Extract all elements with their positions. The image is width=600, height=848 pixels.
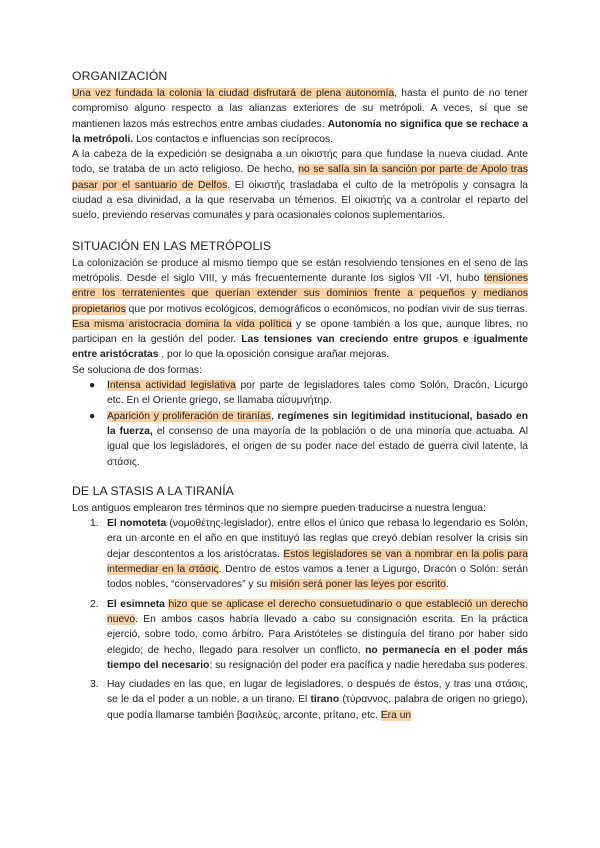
text: ; su resignación del poder era pacífica y nadie heredaba sus poderes. [209, 659, 528, 671]
text: A la cabeza de la expedición se designaba a un οἰκιστής para que fundase la nueva ciudad. Ante todo, se trataba de un acto religioso. De hecho, [72, 149, 528, 176]
document-page [72, 68, 528, 727]
highlight: Esa misma aristocracia domina la vida política [72, 318, 292, 330]
bold-text: tirano [310, 694, 340, 706]
numbered-list [72, 516, 528, 723]
text: La colonización se produce al mismo tiempo que se están resolviendo tensiones en el seno de las metrópolis. Desde el siglo VIII, y más frecuentemente durante los siglos VII -VI, hubo [72, 257, 528, 284]
paragraph-soluciona: Se soluciona de dos formas: [72, 364, 202, 376]
text: , hasta el punto de no tener compromiso alguno respecto a las alianzas exteriores de su metrópoli. A veces, sí que se mantienen lazos más estrechos entre ambas ciudades. [72, 88, 528, 130]
text: . Dentro de estos vamos a tener a Ligurgo, Dracón o Solón: serán todos nobles, “conservadores” y su [107, 564, 529, 591]
bold-text: no permanecía en el poder más tiempo del necesario [107, 644, 529, 671]
list-item [89, 378, 528, 409]
paragraph-aristocracia [72, 317, 528, 363]
highlight: tensiones entre los terratenientes que querían extender sus dominios frente a pequeños y medianos propietarios [72, 272, 528, 315]
highlight: misión será poner las leyes por escrito [270, 579, 446, 591]
text: , [270, 410, 278, 422]
highlight: hizo que se aplicase el derecho consuetudinario o que estableció un derecho nuevo [107, 598, 528, 625]
text: . El οἰκιστής trasladaba el culto de la metrópolis y consagra la ciudad a esa divinidad, a la que reservaba un témenos. El οἰκιστής va a controlar el reparto del suelo, previendo reservas comunales y para ocasionales colonos suplementarios. [72, 179, 528, 222]
text: y se opone también a los que, aunque libres, no participan en la gestión del poder. [72, 318, 529, 346]
bold-text: El esimneta [107, 598, 165, 610]
text: (νομοθέτης-legislador), entre ellos el único que rebasa lo legendario es Solón, era un arconte en el año en que instituyó las reglas que creyó debían resolver la crisis sin dejar descontentos a los aristócratas. [107, 518, 528, 560]
bold-text: Las tensiones van creciendo entre grupos e igualmente entre aristócratas [72, 334, 529, 361]
text: , por lo que la oposición consigue arañar mejoras. [158, 349, 390, 361]
section-title-organizacion: ORGANIZACIÓN [72, 69, 168, 83]
text: Los contactos e influencias son recíprocos. [133, 133, 333, 145]
section-title-stasis: DE LA STASIS A LA TIRANÍA [72, 483, 234, 498]
list-item [89, 409, 528, 470]
text: el consenso de una mayoría de la población o de una minoría que actuaba. Al igual que los legisladores, el origen de su poder nace del estado de guerra civil latente, la στάσις. [107, 425, 528, 468]
paragraph-colonizacion [72, 256, 528, 317]
highlight: Intensa actividad legislativa [107, 380, 236, 392]
highlight: no se salía sin la sanción por parte de Apolo tras pasar por el santuario de Delfos [72, 164, 528, 191]
list-item-tirano [90, 677, 528, 723]
list-number: 1. [90, 518, 99, 530]
paragraph-oikistes [72, 147, 528, 223]
bullet-list [72, 378, 528, 470]
bullet-icon: ● [89, 410, 96, 422]
list-number: 3. [90, 679, 99, 691]
text: (τύραννος, palabra de origen no griego), que podía llamarse también βασιλεύς, arconte, prítano, etc. [107, 694, 528, 721]
bold-text: El nomoteta [107, 518, 167, 530]
bold-text: Autonomía no significa que se rechace a la metrópoli. [72, 118, 528, 145]
highlight: Una vez fundada la colonia la ciudad disfrutará de plena autonomía [72, 88, 395, 99]
paragraph-autonomia [72, 86, 528, 147]
section-title-situacion: SITUACIÓN EN LAS METRÓPOLIS [72, 238, 272, 253]
text: Hay ciudades en las que, en lugar de legisladores, o después de éstos, y tras una στάσις, se le da el poder a un noble, a un tirano. El [107, 679, 528, 706]
highlight: Era un [380, 709, 412, 721]
text: . [445, 579, 449, 591]
list-item-esimneta [90, 597, 529, 673]
text: que por motivos ecológicos, demográficos o económicos, no podían vivir de sus tierras. [125, 303, 528, 315]
bold-text: regímenes sin legitimidad institucional, basado en la fuerza, [107, 410, 528, 437]
paragraph-terminos: Los antiguos emplearon tres términos que no siempre pueden traducirse a nuestra lengua: [72, 502, 486, 514]
list-item-nomoteta [90, 516, 529, 592]
highlight: Estos legisladores se van a nombrar en la polis para intermediar en la στάσις [107, 548, 528, 576]
bullet-icon: ● [89, 380, 96, 392]
text: . En ambos casos habría llevado a cabo su consignación escrita. En la práctica ejerció, sobre todo, como árbitro. Para Aristóteles se distinguía del tirano por haber sido elegido; de hecho, llegado para resolver un conflicto, [107, 613, 528, 656]
highlight: Aparición y proliferación de tiranías [107, 410, 271, 422]
text: por parte de legisladores tales como Solón, Dracón, Licurgo etc. En el Oriente griego, se llamaba αἰσυμνήτηρ. [107, 380, 528, 407]
list-number: 2. [90, 598, 99, 610]
